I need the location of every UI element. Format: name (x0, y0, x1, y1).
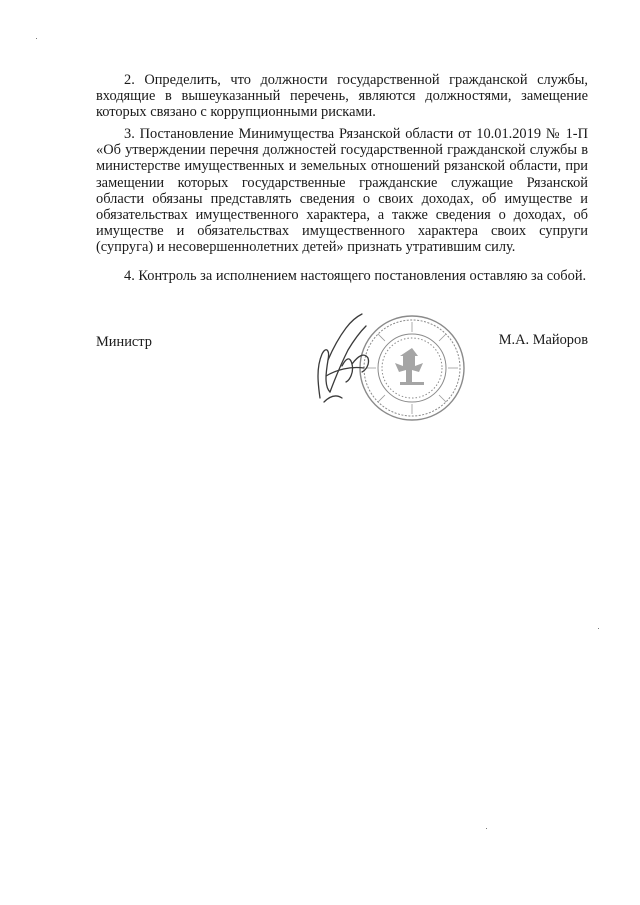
paragraph-3: 3. Постановление Минимущества Рязанской области от 10.01.2019 № 1-П «Об утверждении перечня должностей государственной гражданской службы в министерстве имущественных и земельных отношений рязанской области, при замещении которых государственные гражданские служащие Рязанской области обязаны представлять сведения о своих доходах, об имуществе и обязательствах имущественного характера, а также сведения о доходах, об имуществе и обязательствах имущественного характера своих супруги (супруга) и несовершеннолетних детей» признать утратившим силу. (96, 126, 588, 256)
signatory-name: М.А. Майоров (498, 332, 588, 348)
paragraph-4: 4. Контроль за исполнением настоящего постановления оставляю за собой. (124, 268, 587, 284)
paragraph-2: 2. Определить, что должности государственной гражданской службы, входящие в вышеуказанный перечень, являются должностями, замещение которых связано с коррупционными рисками. (96, 72, 588, 121)
scan-speck (486, 828, 487, 829)
signatory-title: Министр (96, 334, 152, 350)
handwritten-signature (306, 306, 386, 408)
scan-speck (36, 38, 37, 39)
scan-speck (598, 628, 599, 629)
